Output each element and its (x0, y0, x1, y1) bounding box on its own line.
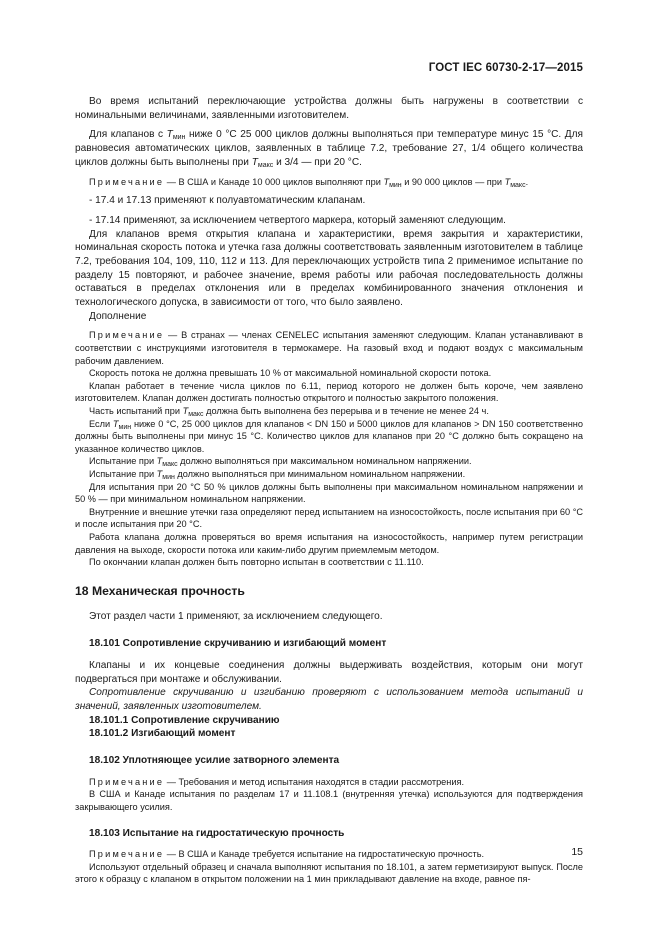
paragraph: По окончании клапан должен быть повторно испытан в соответствии с 11.110. (89, 557, 424, 568)
subsection-heading: 18.103 Испытание на гидростатическую прочность (89, 827, 345, 839)
paragraph: Работа клапана должна проверяться во время испытания на износостойкость, например путем регистрации давления на выходе, скорости потока или каким-либо другим приемлемым методом. (75, 531, 583, 555)
paragraph: Испытание при $T_{мин}$ должно выполняться при минимальном номинальном напряжении. (89, 468, 466, 481)
document-header: ГОСТ IEC 60730-2-17—2015 (428, 62, 583, 74)
paragraph: Если $T_{мин}$ ниже 0 °C, 25 000 циклов для клапанов < DN 150 и 5000 циклов для клапанов > DN 150 соответственно должны быть выполнены при минус 15 °C. Количество циклов для клапанов при 20 °C должно быть сокращено на указанное количество циклов. (75, 418, 583, 454)
paragraph: Внутренние и внешние утечки газа определяют перед испытанием на износостойкость, после испытания при 60 °C и после испытания при 20 °C. (75, 506, 583, 530)
subsection-heading: 18.102 Уплотняющее усилие затворного элемента (89, 755, 340, 767)
paragraph: Для клапанов с $T_{мин}$ ниже 0 °C 25 000 циклов должны выполняться при температуре минус 15 °C. Для равновесия автоматических циклов, заявленных в таблице 7.2, требование 27, 1/4 общего количества циклов должны быть выполнены при $T_{макс}$ и 3/4 — при 20 °C. (75, 129, 583, 169)
paragraph: Часть испытаний при $T_{макс}$ должна быть выполнена без перерыва и в течение не менее 24 ч. (89, 406, 489, 418)
page-number: 15 (571, 846, 583, 858)
addendum-label: Дополнение (89, 310, 147, 322)
subsection-heading: 18.101.2 Изгибающий момент (89, 728, 236, 740)
paragraph: Сопротивление скручиванию и изгибанию проверяют с использованием метода испытаний и значений, заявленных изготовителем. (75, 687, 583, 712)
subsection-heading: 18.101 Сопротивление скручиванию и изгибающий момент (89, 638, 387, 650)
paragraph: Скорость потока не должна превышать 10 % от максимальной номинальной скорости потока. (89, 368, 492, 379)
note: Примечание — В США и Канаде 10 000 циклов выполняют при $T_{мин}$ и 90 000 циклов — при $T_{макс}$. (89, 176, 529, 189)
note: Примечание — В США и Канаде требуется испытание на гидростатическую прочность. (89, 849, 485, 860)
document-body (75, 95, 583, 886)
paragraph: Этот раздел части 1 применяют, за исключением следующего. (89, 611, 383, 623)
paragraph: Клапаны и их концевые соединения должны выдерживать воздействия, которым они могут подвергаться при монтаже и обслуживании. (75, 659, 583, 685)
paragraph: Испытание при $T_{макс}$ должно выполняться при максимальном номинальном напряжении. (89, 456, 472, 469)
subsection-heading: 18.101.1 Сопротивление скручиванию (89, 714, 280, 726)
paragraph: Используют отдельный образец и сначала выполняют испытания по 18.101, а затем герметизируют выпуск. После этого к образцу с клапаном в открытом положении на 1 мин прикладывают давление на входе, равное пя- (75, 861, 583, 885)
section-heading: 18 Механическая прочность (75, 583, 245, 598)
paragraph: Для клапанов время открытия клапана и характеристики, время закрытия и характеристики, номинальная скорость потока и утечка газа должны соответствовать заявленным изготовителем в таблице 7.2, требования 104, 109, 110, 112 и 113. Для переключающих устройств типа 2 применимое испытание по разделу 15 повторяют, и рабочее значение, время работы или рабочая последовательность должны оставаться в пределах отклонения или в пределах комбинированного значения отклонения и технологического допуска, в зависимости от того, что было заявлено. (75, 228, 583, 309)
paragraph: Во время испытаний переключающие устройства должны быть нагружены в соответствии с номинальными величинами, заявленными изготовителем. (75, 96, 583, 121)
paragraph: Клапан работает в течение числа циклов по 6.11, период которого не должен быть короче, чем заявлено изготовителем. Клапан должен достигать полностью открытого и полностью закрытого положения. (75, 380, 583, 404)
list-item: - 17.4 и 17.13 применяют к полуавтоматическим клапанам. (89, 195, 366, 207)
note: Примечание — В странах — членах CENELEC испытания заменяют следующим. Клапан устанавливают в соответствии с инструкциями изготовителя в термокамере. На газовый вход и подают воздух с максимальным рабочим давлением. (75, 330, 583, 366)
list-item: - 17.14 применяют, за исключением четвертого маркера, который заменяют следующим. (89, 214, 506, 226)
note: Примечание — Требования и метод испытания находятся в стадии рассмотрения. (89, 776, 465, 787)
paragraph: В США и Канаде испытания по разделам 17 и 11.108.1 (внутренняя утечка) используются для подтверждения закрывающего усилия. (75, 789, 583, 812)
paragraph: Для испытания при 20 °C 50 % циклов должны быть выполнены при максимальном номинальном напряжении и 50 % — при минимальном номинальном напряжении. (75, 481, 583, 505)
